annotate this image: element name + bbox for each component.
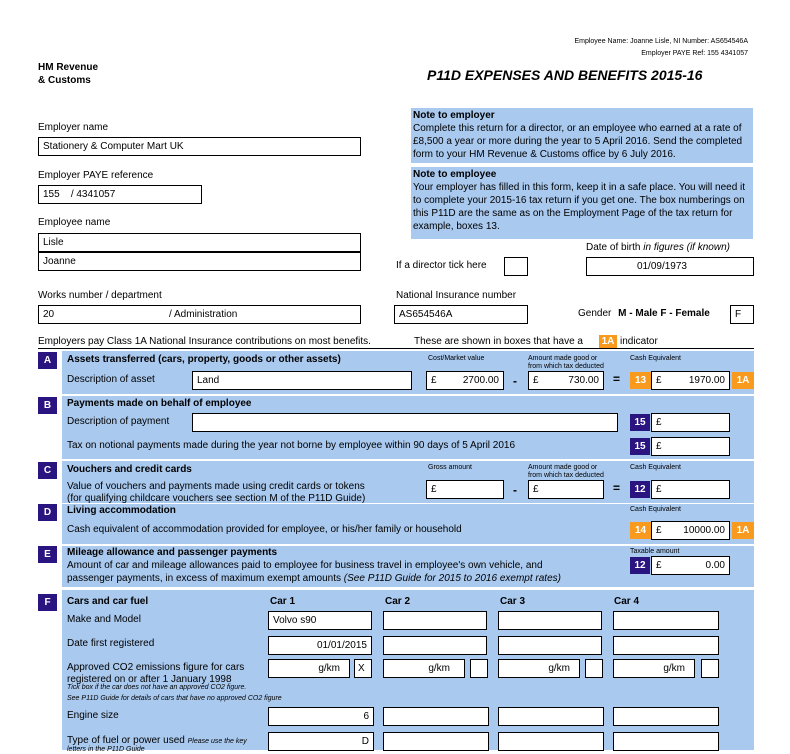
car-1-header: Car 1 (270, 596, 296, 607)
section-c-text2: (for qualifying childcare vouchers see section M of the P11D Guide) (67, 493, 366, 504)
section-e-amount-field[interactable] (651, 556, 730, 575)
equals-sign: = (613, 372, 621, 386)
section-b-desc-label: Description of payment (67, 416, 170, 427)
dob-field[interactable]: 01/09/1973 (586, 257, 754, 276)
section-f-title: Cars and car fuel (67, 596, 149, 607)
section-a-cash-header: Cash Equivalent (630, 355, 681, 362)
note-employer-text: Complete this return for a director, or an employee who earned at a rate of £8,500 a year or more during the year to 5 April 2016. Send the completed form to your HM Revenue & Customs office by 6 July 2016. (413, 123, 743, 160)
car-2-co2-tick[interactable] (470, 659, 488, 678)
hmrc-logo-line2: & Customs (38, 75, 91, 86)
co2-note-2: See P11D Guide for details of cars that have no approved CO2 figure (67, 695, 282, 702)
hmrc-logo-line1: HM Revenue (38, 62, 99, 73)
director-tick-box[interactable] (504, 257, 528, 276)
pound-sign: £ (656, 417, 662, 428)
section-a-good-value: 730.00 (568, 375, 599, 386)
car-1-engine-field[interactable]: 6 (268, 707, 374, 726)
car-3-header: Car 3 (500, 596, 526, 607)
section-a-letter: A (38, 352, 57, 369)
ni-label: National Insurance number (396, 290, 517, 301)
note-to-employee (411, 167, 753, 239)
surname-field[interactable]: Lisle (38, 233, 361, 252)
fuel-type-hint: Please use the key (187, 738, 247, 745)
car-1-fuel-field[interactable]: D (268, 732, 374, 751)
section-b-letter: B (38, 397, 57, 414)
section-a-good-field[interactable] (528, 371, 604, 390)
section-d-1a-badge: 1A (732, 522, 754, 539)
employer-name-field[interactable]: Stationery & Computer Mart UK (38, 137, 361, 156)
co2-label-1: Approved CO2 emissions figure for cars (67, 662, 245, 673)
car-1-co2-field[interactable]: g/km (268, 659, 350, 678)
section-c-good-field[interactable] (528, 480, 604, 499)
section-b-amount-field[interactable] (651, 413, 730, 432)
section-e-taxable-header: Taxable amount (630, 548, 680, 555)
car-4-engine-field[interactable] (613, 707, 719, 726)
section-b-tax-field[interactable] (651, 437, 730, 456)
section-a-good-header (528, 355, 604, 371)
paye-field[interactable] (38, 185, 202, 204)
section-e-title: Mileage allowance and passenger payments (67, 547, 278, 558)
section-a-cash-field[interactable] (651, 371, 730, 390)
car-3-co2-tick[interactable] (585, 659, 603, 678)
fuel-type-label (67, 735, 247, 746)
car-3-co2-field[interactable]: g/km (498, 659, 580, 678)
fuel-type-label-text: Type of fuel or power used (67, 735, 185, 746)
car-3-make-field[interactable] (498, 611, 602, 630)
dob-hint: in figures (if known) (643, 242, 730, 253)
section-e-letter: E (38, 546, 57, 563)
note-employer-title: Note to employer (413, 110, 495, 121)
gender-hint: M - Male F - Female (618, 308, 710, 319)
note-employee-text: Your employer has filled in this form, keep it in a safe place. You will need it to complete your 2015-16 tax return if you get one. The box numberings on this P11D are the same as on the Employment Page of the tax return for example, boxes 13. (413, 182, 746, 232)
section-e-text1: Amount of car and mileage allowances paid to employee for business travel in employee's own vehicle, and (67, 560, 543, 571)
pound-sign: £ (533, 375, 539, 386)
gender-label-text: Gender (578, 308, 612, 319)
section-c-cash-field[interactable] (651, 480, 730, 499)
section-e-text2-plain: passenger payments, in excess of maximum exempt amounts (67, 573, 342, 584)
car-4-co2-tick[interactable] (701, 659, 719, 678)
pound-sign: £ (656, 560, 662, 571)
car-4-co2-field[interactable]: g/km (613, 659, 695, 678)
gender-field[interactable]: F (730, 305, 754, 324)
section-c-good-header-1: Amount made good or (528, 464, 598, 471)
section-c-letter: C (38, 462, 57, 479)
section-c-cash-header: Cash Equivalent (630, 464, 681, 471)
paye-ref: / 4341057 (70, 189, 116, 200)
pound-sign: £ (656, 484, 662, 495)
section-b-title: Payments made on behalf of employee (67, 398, 252, 409)
section-e-amount-value: 0.00 (705, 560, 725, 571)
car-1-co2-tick[interactable]: X (354, 659, 372, 678)
section-d-cash-value: 10000.00 (683, 525, 725, 536)
employee-header-line: Employee Name: Joanne Lisle, NI Number: AS654546A (574, 38, 748, 45)
section-f-letter: F (38, 594, 57, 611)
section-e-box-code: 12 (630, 557, 650, 574)
section-b-tax-label: Tax on notional payments made during the year not borne by employee within 90 days of 5 April 2016 (67, 440, 516, 451)
section-b-desc-field[interactable] (192, 413, 618, 432)
minus-sign: - (513, 483, 517, 497)
car-1-date-field[interactable]: 01/01/2015 (268, 636, 372, 655)
make-model-label: Make and Model (67, 614, 141, 625)
pound-sign: £ (431, 375, 437, 386)
section-a-cash-value: 1970.00 (688, 375, 725, 386)
section-a-title: Assets transferred (cars, property, goods or other assets) (67, 354, 341, 365)
section-d-text: Cash equivalent of accommodation provided for employee, or his/her family or household (67, 524, 462, 535)
page-title: P11D EXPENSES AND BENEFITS 2015-16 (427, 67, 703, 83)
works-label: Works number / department (38, 290, 162, 301)
dob-label-text: Date of birth (586, 242, 641, 253)
director-label: If a director tick here (396, 260, 487, 271)
pound-sign: £ (656, 375, 662, 386)
section-d-title: Living accommodation (67, 505, 176, 516)
car-4-header: Car 4 (614, 596, 640, 607)
section-c-text1: Value of vouchers and payments made using credit cards or tokens (67, 481, 365, 492)
works-number-field[interactable] (38, 305, 361, 324)
section-d-cash-field[interactable] (651, 521, 730, 540)
section-c-gross-header: Gross amount (428, 464, 472, 471)
car-2-make-field[interactable] (383, 611, 487, 630)
section-c-box-code: 12 (630, 481, 650, 498)
section-d-cash-header: Cash Equivalent (630, 506, 681, 513)
minus-sign: - (513, 374, 517, 388)
car-2-fuel-field[interactable] (383, 732, 489, 751)
section-a-box-code: 13 (630, 372, 651, 389)
pound-sign: £ (656, 525, 662, 536)
co2-label-2: registered on or after 1 January 1998 (67, 674, 232, 685)
paye-label: Employer PAYE reference (38, 170, 154, 181)
note-employee-title: Note to employee (413, 169, 497, 180)
car-3-date-field[interactable] (498, 636, 602, 655)
car-2-engine-field[interactable] (383, 707, 489, 726)
ni-field[interactable]: AS654546A (394, 305, 528, 324)
section-c-title: Vouchers and credit cards (67, 464, 192, 475)
forename-field[interactable]: Joanne (38, 252, 361, 271)
section-a-desc-field[interactable]: Land (192, 371, 412, 390)
date-registered-label: Date first registered (67, 638, 155, 649)
employee-name-label: Employee name (38, 217, 111, 228)
section-a-cost-header: Cost/Market value (428, 355, 485, 362)
car-4-make-field[interactable] (613, 611, 719, 630)
section-d-box-code: 14 (630, 522, 651, 539)
works-number: 20 (43, 309, 55, 320)
section-a-good-header-2: from which tax deducted (528, 363, 604, 370)
employer-name-label: Employer name (38, 122, 109, 133)
section-a-cost-field[interactable] (426, 371, 504, 390)
car-2-co2-field[interactable]: g/km (383, 659, 465, 678)
section-a-desc-label: Description of asset (67, 374, 155, 385)
engine-size-label: Engine size (67, 710, 119, 721)
note-to-employer (411, 108, 753, 163)
pound-sign: £ (533, 484, 539, 495)
co2-note-1: Tick box if the car does not have an approved CO2 figure. (67, 684, 247, 691)
class1a-text: Employers pay Class 1A National Insurance contributions on most benefits. (38, 336, 371, 347)
pound-sign: £ (656, 441, 662, 452)
gender-label (578, 308, 710, 319)
car-1-make-field[interactable]: Volvo s90 (268, 611, 372, 630)
section-e-text2 (67, 573, 561, 584)
class1a-badge: 1A (599, 335, 617, 348)
fuel-type-hint-2: letters in the P11D Guide (67, 746, 145, 753)
section-d-letter: D (38, 504, 57, 521)
section-b-box-code: 15 (630, 414, 650, 431)
section-a-1a-badge: 1A (732, 372, 754, 389)
paye-header-line: Employer PAYE Ref: 155 4341057 (641, 50, 748, 57)
section-c-good-header-2: from which tax deducted (528, 472, 604, 479)
class1a-text2: These are shown in boxes that have a (414, 336, 583, 347)
car-3-engine-field[interactable] (498, 707, 604, 726)
section-e-text2-italic: (See P11D Guide for 2015 to 2016 exempt rates) (343, 573, 561, 584)
car-2-header: Car 2 (385, 596, 411, 607)
section-a-good-header-1: Amount made good or (528, 355, 598, 362)
car-2-date-field[interactable] (383, 636, 487, 655)
section-b-box-code-2: 15 (630, 438, 650, 455)
section-a-cost-value: 2700.00 (462, 375, 499, 386)
car-4-date-field[interactable] (613, 636, 719, 655)
class1a-text3: indicator (620, 336, 658, 347)
department: / Administration (169, 309, 238, 320)
paye-office: 155 (43, 189, 60, 200)
section-c-gross-field[interactable] (426, 480, 504, 499)
pound-sign: £ (431, 484, 437, 495)
car-3-fuel-field[interactable] (498, 732, 604, 751)
class1a-underline (38, 348, 754, 349)
section-c-good-header (528, 464, 604, 480)
dob-label (586, 242, 730, 253)
equals-sign: = (613, 481, 621, 495)
car-4-fuel-field[interactable] (613, 732, 719, 751)
